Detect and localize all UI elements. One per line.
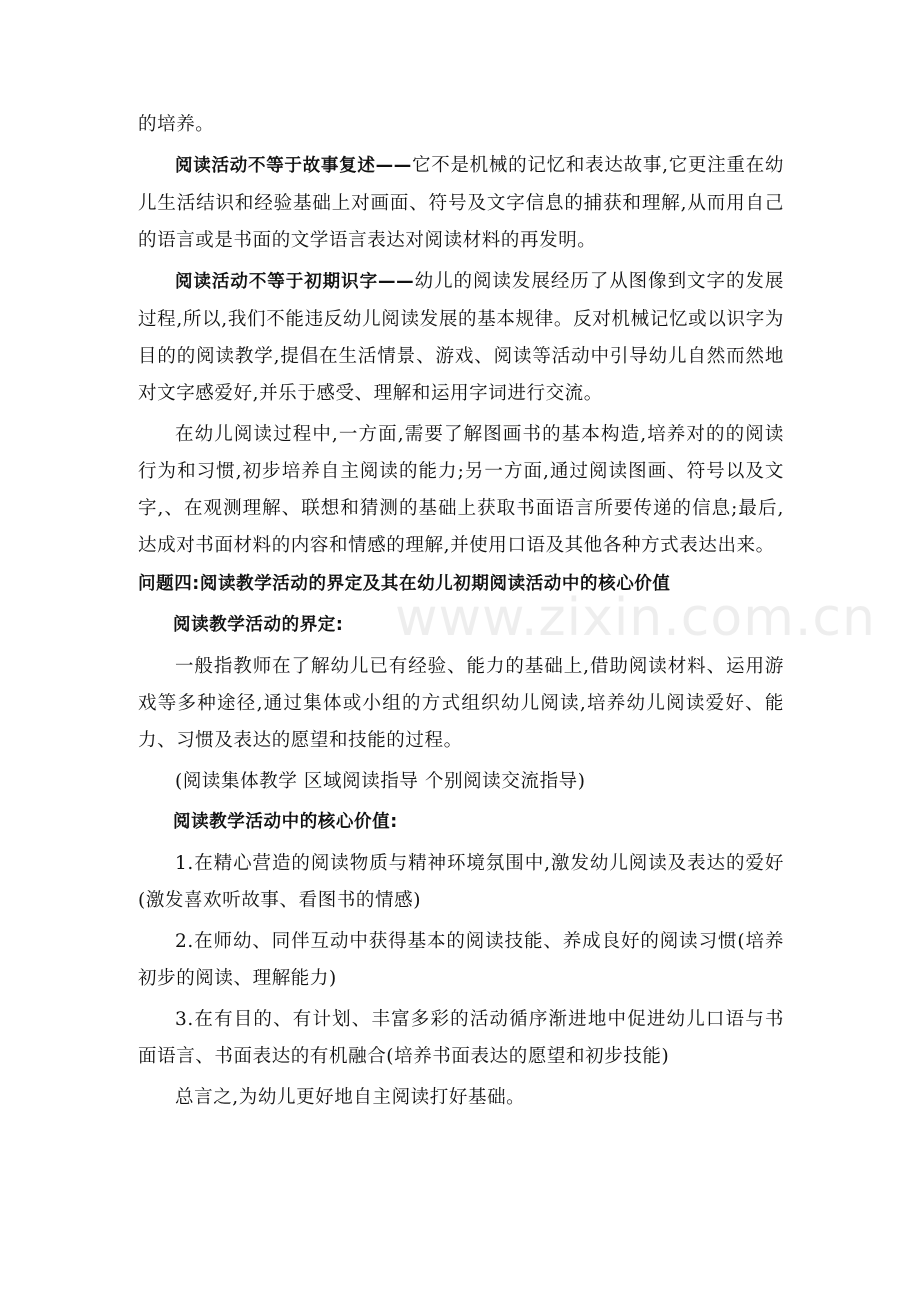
document-body (138, 106, 784, 1116)
paragraph-text: 幼儿的阅读发展经历了从图像到文字的发展过程,所以,我们不能违反幼儿阅读发展的基本规律。反对机械记忆或以识字为目的的阅读教学,提倡在生活情景、游戏、阅读等活动中引导幼儿自然而然地对文字感爱好,并乐于感受、理解和运用字词进行交流。 (138, 271, 784, 404)
subheading-definition: 阅读教学活动的界定: (173, 615, 344, 635)
list-item-3: 3.在有目的、有计划、丰富多彩的活动循序渐进地中促进幼儿口语与书面语言、书面表达的有机融合(培养书面表达的愿望和初步技能) (138, 1009, 784, 1067)
paragraph-lead-bold: 阅读活动不等于初期识字—— (175, 272, 415, 292)
paragraph-forms: (阅读集体教学 区域阅读指导 个别阅读交流指导) (175, 771, 586, 792)
paragraph-definition: 一般指教师在了解幼儿已有经验、能力的基础上,借助阅读材料、运用游戏等多种途径,通过集体或小组的方式组织幼儿阅读,培养幼儿阅读爱好、能力、习惯及表达的愿望和技能的过程。 (138, 656, 784, 751)
watermark-text: www.zixin.com.cn (395, 588, 876, 648)
paragraph-text: 它不是机械的记忆和表达故事,它更注重在幼儿生活结识和经验基础上对画面、符号及文字信息的捕获和理解,从而用自己的语言或是书面的文学语言表达对阅读材料的再发明。 (138, 155, 784, 251)
summary-line: 总言之,为幼儿更好地自主阅读打好基础。 (175, 1087, 526, 1108)
subheading-core-value: 阅读教学活动中的核心价值: (173, 812, 398, 832)
paragraph-reading-process: 在幼儿阅读过程中,一方面,需要了解图画书的基本构造,培养对的的阅读行为和习惯,初步培养自主阅读的能力;另一方面,通过阅读图画、符号以及文字,、在观测理解、联想和猜测的基础上获取书面语言所要传递的信息;最后,达成对书面材料的内容和情感的理解,并使用口语及其他各种方式表达出来。 (138, 424, 784, 556)
list-item-1: 1.在精心营造的阅读物质与精神环境氛围中,激发幼儿阅读及表达的爱好(激发喜欢听故事、看图书的情感) (138, 853, 784, 911)
continued-line: 的培养。 (138, 114, 215, 135)
paragraph-early-literacy (138, 263, 784, 412)
list-item-2: 2.在师幼、同伴互动中获得基本的阅读技能、养成良好的阅读习惯(培养初步的阅读、理解能力) (138, 931, 784, 989)
section-heading: 问题四:阅读教学活动的界定及其在幼儿初期阅读活动中的核心价值 (138, 574, 671, 594)
paragraph-story-retelling (138, 147, 784, 259)
paragraph-lead-bold: 阅读活动不等于故事复述—— (175, 156, 412, 176)
